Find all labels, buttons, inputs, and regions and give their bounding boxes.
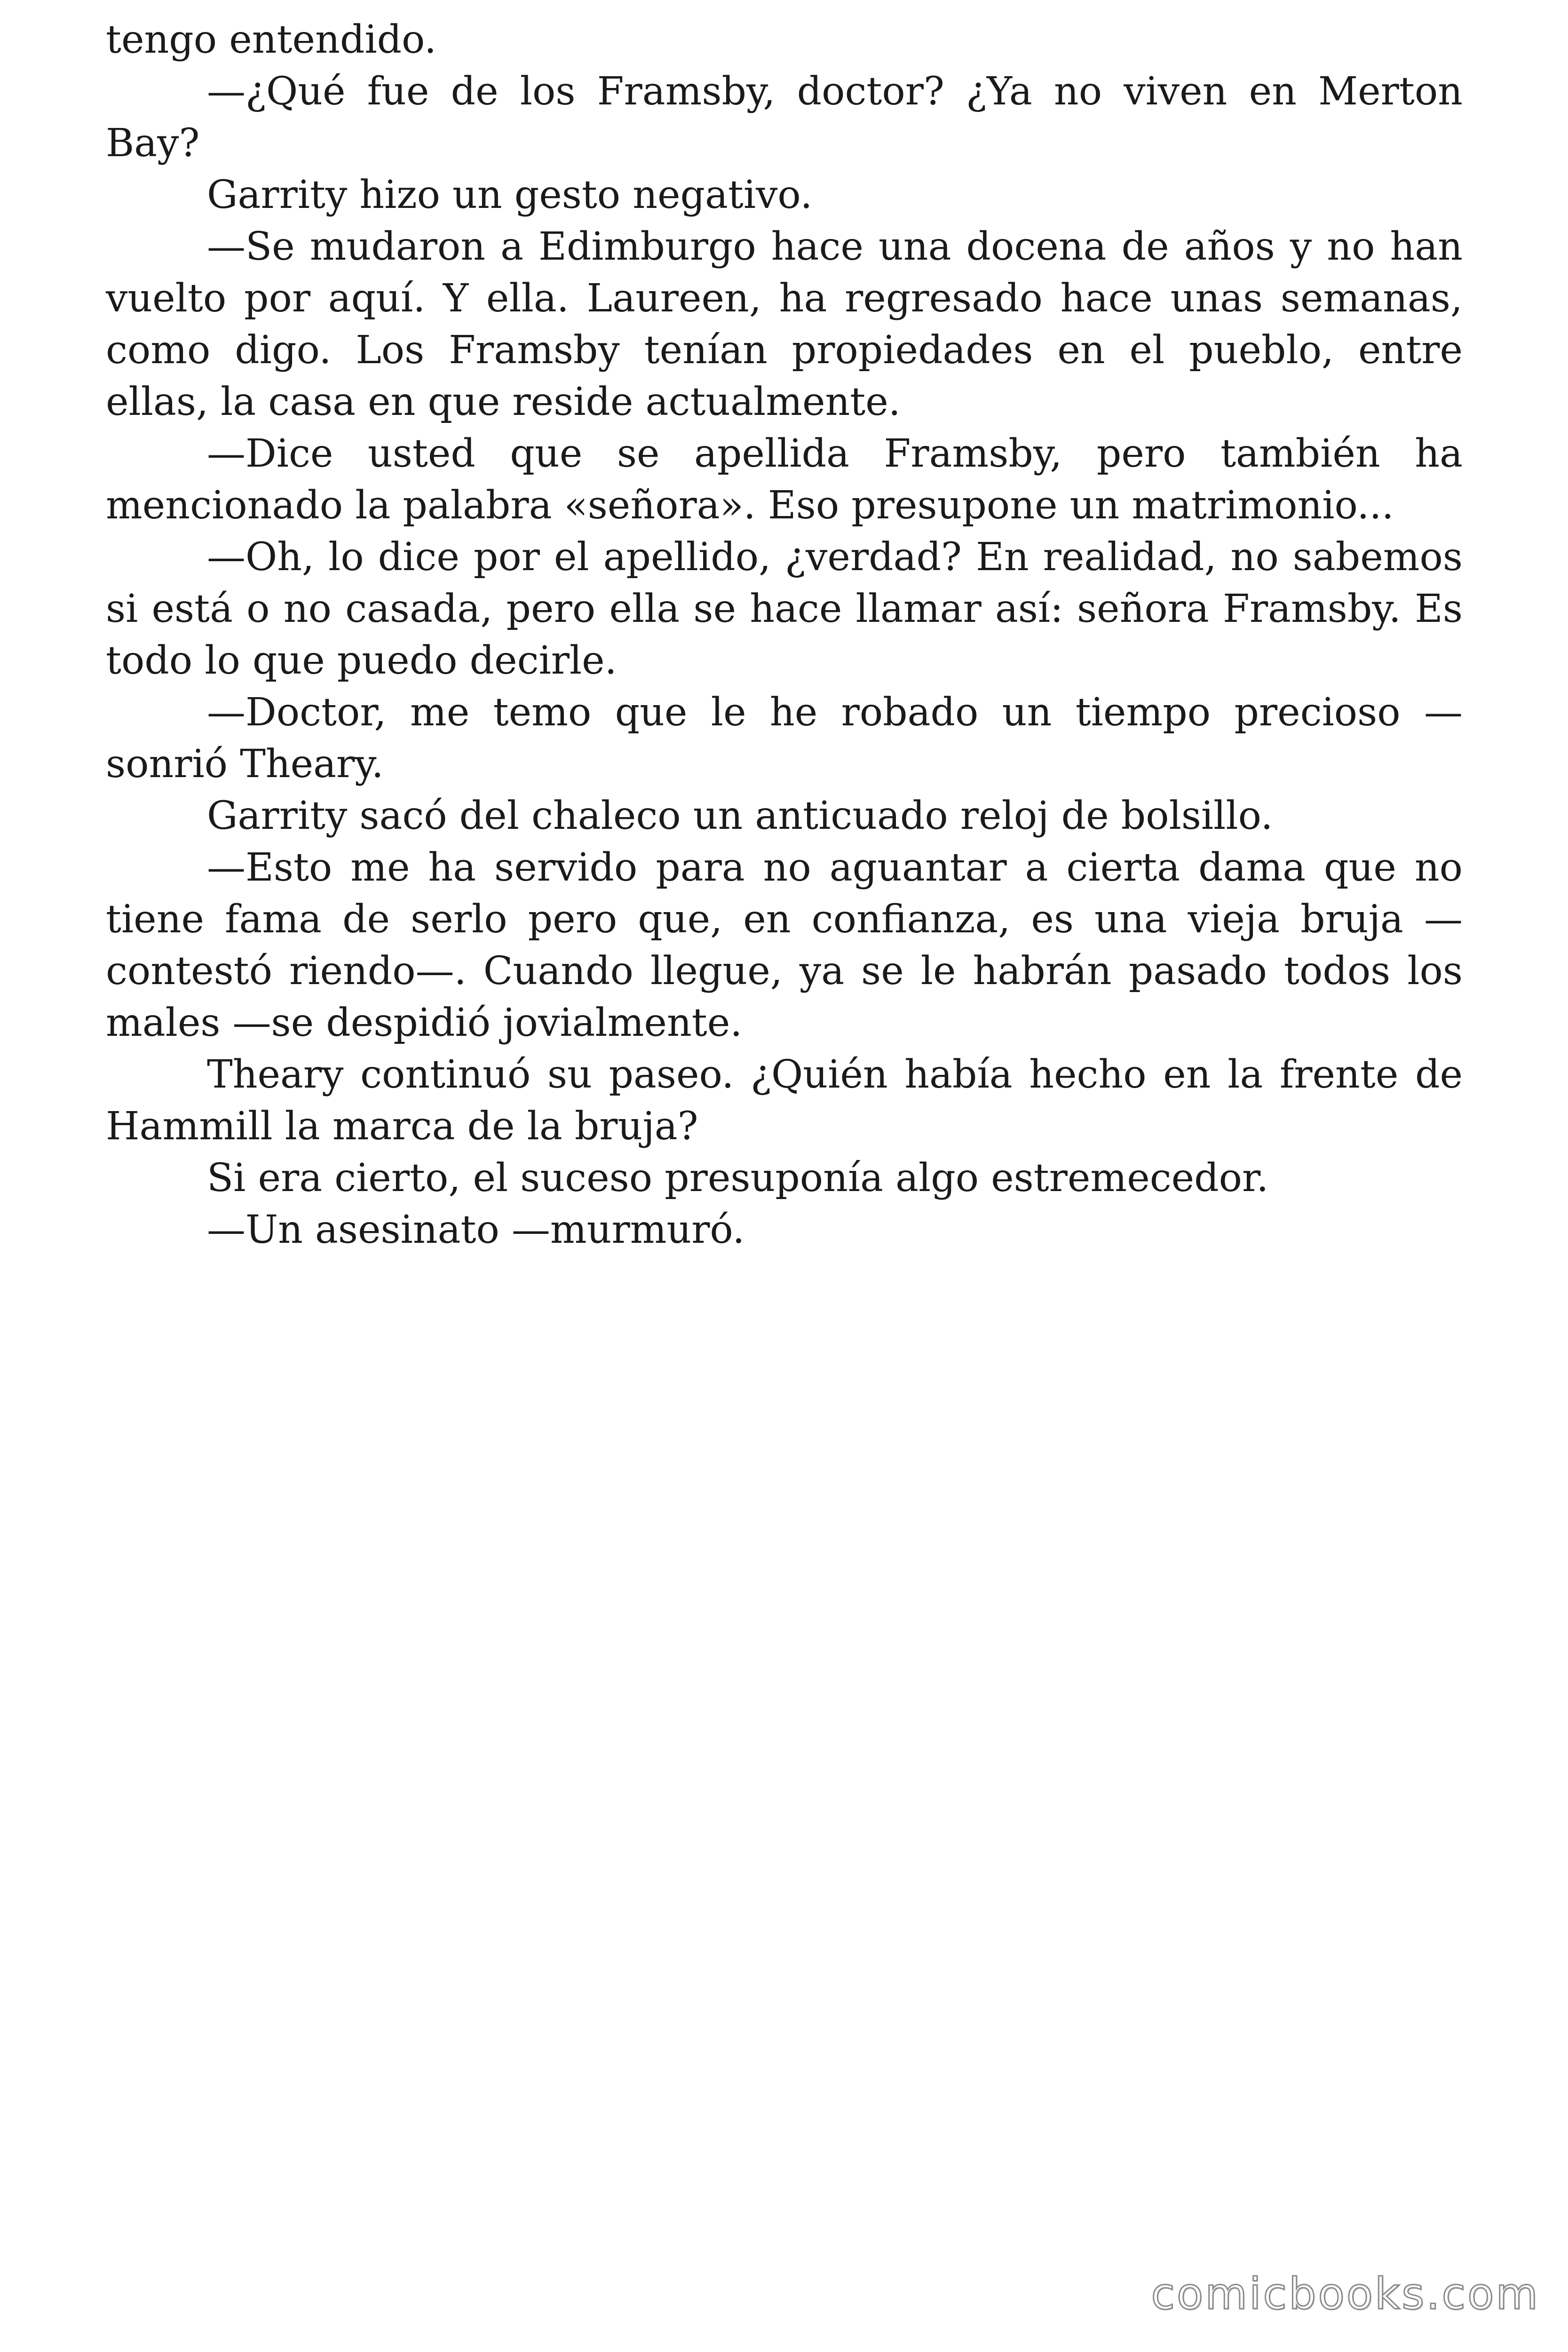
paragraph: —Dice usted que se apellida Framsby, pero también ha mencionado la palabra «señora». Eso presupone un matrimonio...: [106, 431, 1463, 528]
paragraph: —Oh, lo dice por el apellido, ¿verdad? En realidad, no sabemos si está o no casada, pero ella se hace llamar así: señora Framsby. Es todo lo que puedo decirle.: [106, 535, 1463, 683]
watermark-logo: comicbooks.com: [1151, 2269, 1540, 2319]
paragraph: —Un asesinato —murmuró.: [207, 1208, 745, 1252]
paragraph: tengo entendido.: [106, 17, 437, 62]
paragraph: Si era cierto, el suceso presuponía algo estremecedor.: [207, 1156, 1269, 1200]
paragraph: —¿Qué fue de los Framsby, doctor? ¿Ya no viven en Merton Bay?: [106, 69, 1463, 166]
paragraph: Garrity hizo un gesto negativo.: [207, 173, 813, 217]
paragraph: Garrity sacó del chaleco un anticuado reloj de bolsillo.: [207, 794, 1273, 838]
paragraph: Theary continuó su paseo. ¿Quién había hecho en la frente de Hammill la marca de la bruja?: [106, 1052, 1463, 1149]
body-text: [106, 14, 1463, 1256]
paragraph: —Se mudaron a Edimburgo hace una docena de años y no han vuelto por aquí. Y ella. Laureen, ha regresado hace unas semanas, como digo. Los Framsby tenían propiedades en el pueblo, entre ellas, la casa en que reside actualmente.: [106, 224, 1463, 424]
paragraph: —Esto me ha servido para no aguantar a cierta dama que no tiene fama de serlo pero que, en confianza, es una vieja bruja —contestó riendo—. Cuando llegue, ya se le habrán pasado todos los males —se despidió jovialmente.: [106, 845, 1463, 1045]
paragraph: —Doctor, me temo que le he robado un tiempo precioso —sonrió Theary.: [106, 690, 1463, 787]
